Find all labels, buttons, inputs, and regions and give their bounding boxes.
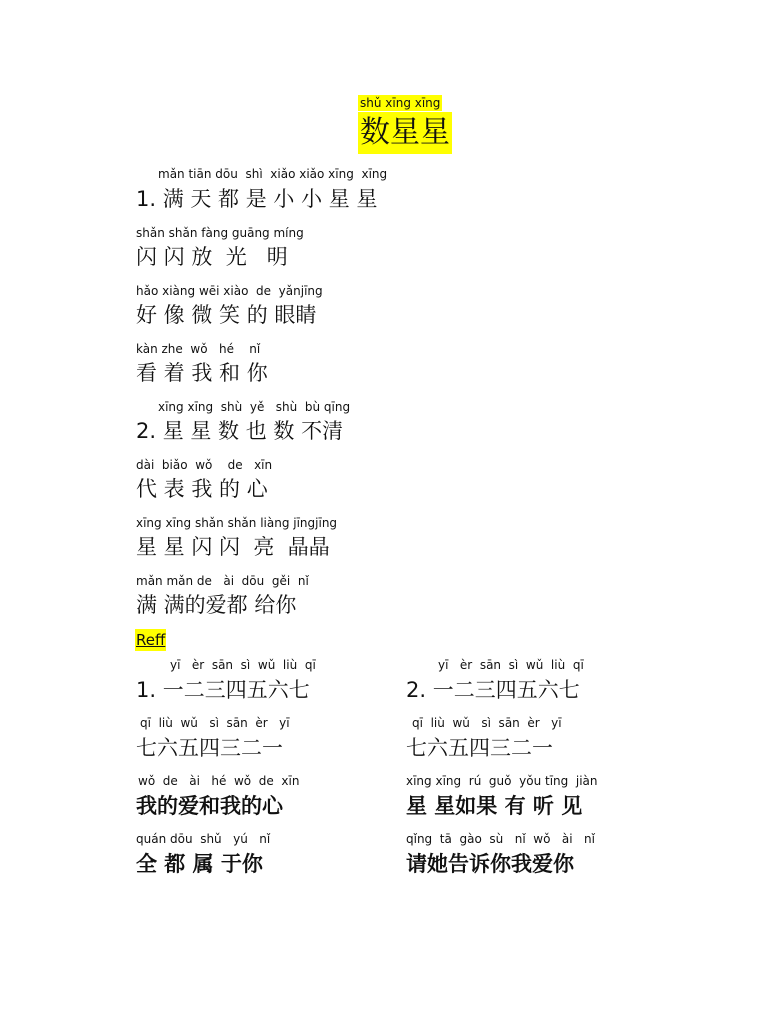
lyric-hanzi: 星 星如果 有 听 见 (406, 794, 583, 818)
lyric-hanzi: 请她告诉你我爱你 (406, 852, 574, 876)
lyric-hanzi: 星 星 闪 闪 亮 晶晶 (136, 535, 330, 559)
title-pinyin: shǔ xīng xīng (360, 96, 441, 110)
lyric-pinyin: xīng xīng rú guǒ yǒu tīng jiàn (406, 774, 598, 788)
lyric-pinyin: yī èr sān sì wǔ liù qī (170, 658, 316, 672)
lyric-pinyin: xīng xīng shǎn shǎn liàng jīngjīng (136, 516, 338, 530)
lyric-pinyin: hǎo xiàng wēi xiào de yǎnjīng (136, 284, 323, 298)
lyric-hanzi: 闪 闪 放 光 明 (136, 245, 288, 269)
lyric-pinyin: wǒ de ài hé wǒ de xīn (138, 774, 300, 788)
lyric-pinyin: mǎn mǎn de ài dōu gěi nǐ (136, 574, 309, 588)
lyric-hanzi: 2. 星 星 数 也 数 不清 (136, 419, 344, 443)
lyric-pinyin: xīng xīng shù yě shù bù qīng (158, 400, 351, 414)
lyric-hanzi: 看 着 我 和 你 (136, 361, 268, 385)
lyric-hanzi: 2. 一二三四五六七 (406, 678, 580, 702)
lyric-hanzi: 七六五四三二一 (136, 736, 283, 760)
lyric-pinyin: qǐng tā gào sù nǐ wǒ ài nǐ (406, 832, 595, 846)
lyric-hanzi: 1. 一二三四五六七 (136, 678, 310, 702)
lyric-hanzi: 满 满的爱都 给你 (136, 593, 297, 617)
title-hanzi: 数星星 (358, 112, 452, 154)
lyric-pinyin: shǎn shǎn fàng guāng míng (136, 226, 304, 240)
lyric-hanzi: 七六五四三二一 (406, 736, 553, 760)
lyric-pinyin: qī liù wǔ sì sān èr yī (412, 716, 562, 730)
lyric-pinyin: yī èr sān sì wǔ liù qī (438, 658, 584, 672)
lyric-hanzi: 1. 满 天 都 是 小 小 星 星 (136, 187, 378, 211)
lyric-pinyin: quán dōu shǔ yú nǐ (136, 832, 271, 846)
lyric-hanzi: 我的爱和我的心 (136, 794, 283, 818)
reff-label: Reff (136, 631, 166, 649)
lyric-pinyin: qī liù wǔ sì sān èr yī (140, 716, 290, 730)
lyric-hanzi: 代 表 我 的 心 (136, 477, 268, 501)
lyric-hanzi: 全 都 属 于你 (136, 852, 263, 876)
lyric-hanzi: 好 像 微 笑 的 眼睛 (136, 303, 317, 327)
lyric-pinyin: kàn zhe wǒ hé nǐ (136, 342, 261, 356)
lyric-pinyin: mǎn tiān dōu shì xiǎo xiǎo xīng xīng (158, 167, 388, 181)
lyric-pinyin: dài biǎo wǒ de xīn (136, 458, 273, 472)
